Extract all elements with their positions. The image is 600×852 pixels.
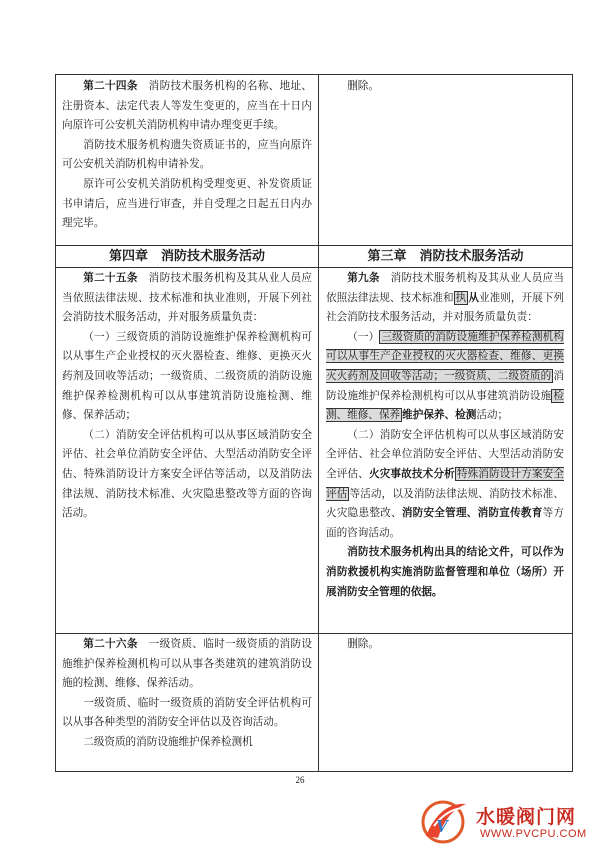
comparison-table	[55, 74, 573, 772]
article-25-para-3: （二）消防安全评估机构可以从事区域消防安全评估、社会单位消防安全评估、大型活动消防安全评估、特殊消防设计方案安全评估等活动，以及消防法律法规、消防技术标准、火灾隐患整改等方面的咨询活动。	[62, 428, 312, 520]
deleted-text-highlight: 执	[455, 291, 467, 304]
watermark-logo	[416, 796, 600, 848]
article-9-cell: 第九条 消防技术服务机构及其从业人员应当依照法律法规、技术标准和 执 从业准则，开展下列社会消防技术服务活动，并对服务质量负责： （一） 三级资质的消防设施维护保养检测机构可以从事生产企业授权的灭火器检查、维修、更换灭火药剂及回收等活动；一级资质、二级资质的 消防设施维护保养检测机构可以从事建筑消防设施 检测、维修、保养 维护保养、检测活动； （二）消防安全评估机构可以从事区域消防安全评估、社会单位消防安全评估、大型活动消防安全评估、火灾事故技术分析 特殊消防设计方案安全评估 等活动，以及消防法律法规、消防技术标准、火灾隐患整改、消防安全管理、消防宣传教育等方面的咨询活动。 消防技术服务机构出具的结论文件，可以作为消防救援机构实施消防监督管理和单位（场所）开展消防安全管理的依据。	[326, 269, 564, 631]
article-24-para-1: 消防技术服务机构的名称、地址、注册资本、法定代表人等发生变更的，应当在十日内向原许可公安机关消防机构申请办理变更手续。	[62, 80, 312, 132]
chapter-4-heading: 第四章 消防技术服务活动	[108, 249, 265, 264]
deleted-note-1: 删除。	[347, 80, 379, 92]
deleted-text-highlight: 三级资质的消防设施维护保养检测机构可以从事生产企业授权的灭火器检查、维修、更换灭火药剂及回收等活动；一级资质、二级资质的	[326, 330, 564, 382]
inserted-text: 从	[468, 291, 479, 304]
article-25-cell	[62, 269, 312, 631]
deleted-text-highlight: 检测、维修、保养	[326, 389, 564, 422]
article-26-number: 第二十六条	[83, 638, 138, 650]
article-26-para-2: 一级资质、临时一级资质的消防安全评估机构可以从事各种类型的消防安全评估以及咨询活动。	[62, 696, 312, 729]
article-25-para-1: 消防技术服务机构及其从业人员应当依照法律法规、技术标准和执业准则，开展下列社会消防技术服务活动，并对服务质量负责：	[62, 272, 312, 324]
article-24-number: 第二十四条	[83, 80, 138, 92]
svg-text:V: V	[436, 816, 449, 836]
column-divider	[318, 75, 319, 771]
article-25-para-2: （一）三级资质的消防设施维护保养检测机构可以从事生产企业授权的灭火器检查、维修、更换灭火药剂及回收等活动；一级资质、二级资质的消防设施维护保养检测机构可以从事建筑消防设施检测、维修、保养活动；	[62, 330, 312, 422]
article-9-number: 第九条	[347, 272, 380, 284]
article-24-para-3: 原许可公安机关消防机构受理变更、补发资质证书申请后，应当进行审查，并自受理之日起五日内办理完毕。	[62, 177, 312, 230]
article-24-cell	[62, 77, 312, 245]
deleted-text-highlight: 特殊消防设计方案安全评估	[326, 467, 564, 500]
inserted-text: 维护保养、检测	[402, 409, 477, 422]
inserted-text: 火灾事故技术分析	[368, 467, 455, 480]
row-divider	[56, 633, 572, 634]
article-9-inserted-paragraph: 消防技术服务机构出具的结论文件，可以作为消防救援机构实施消防监督管理和单位（场所）开展消防安全管理的依据。	[326, 546, 564, 598]
inserted-text: 消防安全管理、消防宣传教育	[401, 507, 543, 520]
article-24-para-2: 消防技术服务机构遗失资质证书的，应当向原许可公安机关消防机构申请补发。	[62, 138, 312, 171]
watermark-title: 水暖阀门网	[476, 806, 577, 828]
deleted-note-2: 删除。	[347, 638, 379, 650]
logo-emblem-icon	[416, 796, 476, 848]
chapter-3-heading: 第三章 消防技术服务活动	[367, 249, 524, 264]
article-25-number: 第二十五条	[83, 272, 138, 284]
article-26-para-3: 二级资质的消防设施维护保养检测机	[83, 735, 253, 748]
article-26-para-1: 一级资质、临时一级资质的消防设施维护保养检测机构可以从事各类建筑的建筑消防设施的检测、维修、保养活动。	[62, 638, 312, 690]
watermark-url: WWW.PVCPU.COM	[480, 828, 587, 840]
article-26-cell	[62, 635, 312, 769]
page-number: 26	[295, 775, 305, 785]
